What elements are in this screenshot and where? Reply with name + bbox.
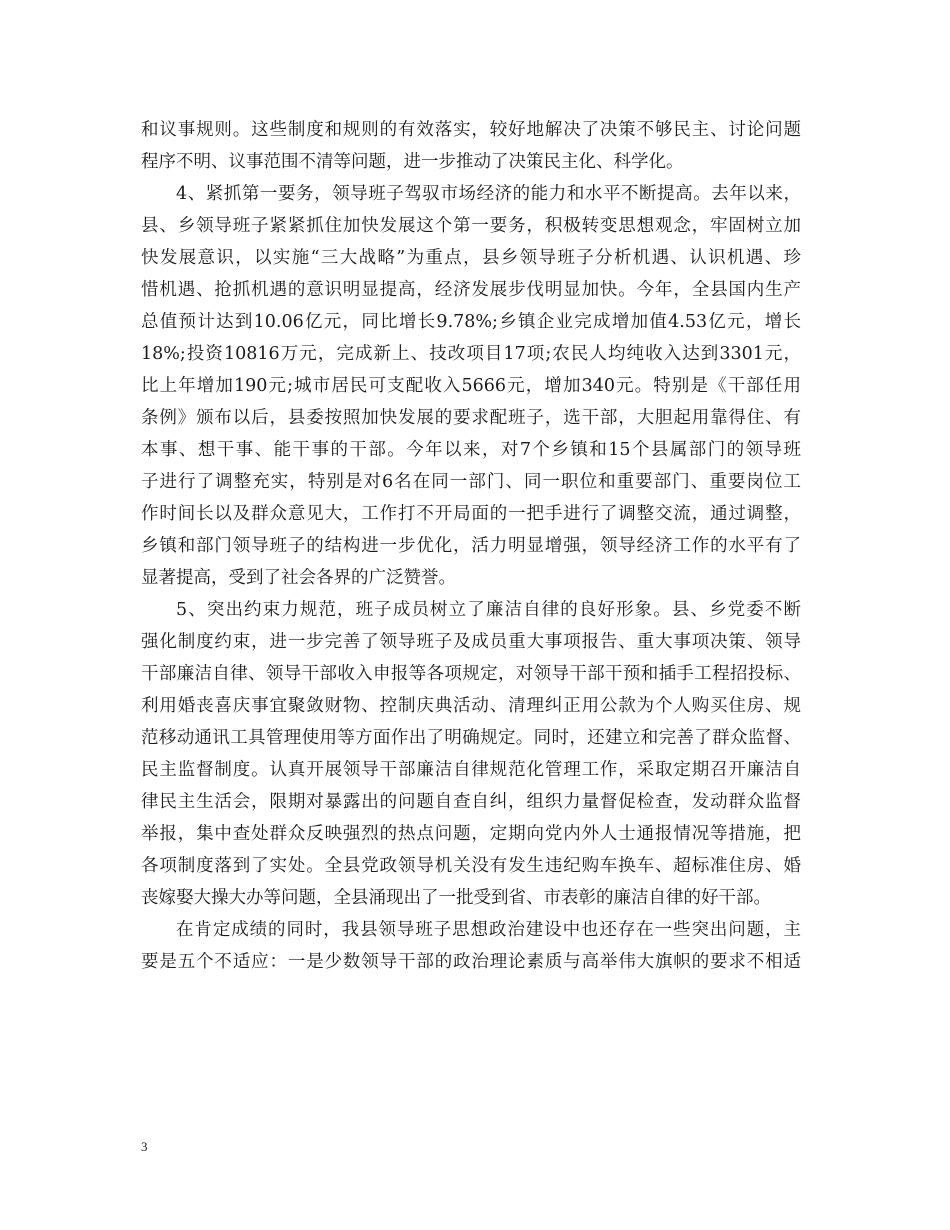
text-line: 乡镇和部门领导班子的结构进一步优化，活力明显增强，领导经济工作的水平有了	[141, 536, 801, 556]
text-line: 要是五个不适应：一是少数领导干部的政治理论素质与高举伟大旗帜的要求不相适	[141, 952, 801, 972]
text-line: 显著提高，受到了社会各界的广泛赞誉。	[141, 568, 456, 588]
text-line: 比上年增加190元;城市居民可支配收入5666元，增加340元。特别是《干部任用	[141, 376, 801, 396]
text-line: 强化制度约束，进一步完善了领导班子及成员重大事项报告、重大事项决策、领导	[141, 632, 801, 652]
text-line: 5、突出约束力规范，班子成员树立了廉洁自律的良好形象。县、乡党委不断	[176, 600, 801, 620]
text-line: 干部廉洁自律、领导干部收入申报等各项规定，对领导干部干预和插手工程招投标、	[141, 664, 801, 684]
text-line: 丧嫁娶大操大办等问题，全县涌现出了一批受到省、市表彰的廉洁自律的好干部。	[141, 888, 771, 908]
text-line: 子进行了调整充实，特别是对6名在同一部门、同一职位和重要部门、重要岗位工	[141, 472, 801, 492]
text-line: 在肯定成绩的同时，我县领导班子思想政治建设中也还存在一些突出问题，主	[176, 920, 801, 940]
body-text	[141, 114, 801, 978]
text-line: 条例》颁布以后，县委按照加快发展的要求配班子，选干部，大胆起用靠得住、有	[141, 408, 801, 428]
text-line: 利用婚丧喜庆事宜聚敛财物、控制庆典活动、清理纠正用公款为个人购买住房、规	[141, 696, 801, 716]
paragraph	[141, 114, 801, 178]
text-line: 惜机遇、抢抓机遇的意识明显提高，经济发展步伐明显加快。今年，全县国内生产	[141, 280, 801, 300]
text-line: 作时间长以及群众意见大，工作打不开局面的一把手进行了调整交流，通过调整，	[141, 504, 801, 524]
text-line: 快发展意识，以实施“三大战略”为重点，县乡领导班子分析机遇、认识机遇、珍	[141, 248, 801, 268]
paragraph	[141, 594, 801, 914]
paragraph	[141, 178, 801, 594]
text-line: 4、紧抓第一要务，领导班子驾驭市场经济的能力和水平不断提高。去年以来，	[176, 184, 801, 204]
text-line: 县、乡领导班子紧紧抓住加快发展这个第一要务，积极转变思想观念，牢固树立加	[141, 216, 801, 236]
text-line: 各项制度落到了实处。全县党政领导机关没有发生违纪购车换车、超标准住房、婚	[141, 856, 801, 876]
page-number: 3	[141, 1139, 148, 1154]
text-line: 和议事规则。这些制度和规则的有效落实，较好地解决了决策不够民主、讨论问题	[141, 120, 801, 140]
text-line: 总值预计达到10.06亿元，同比增长9.78%;乡镇企业完成增加值4.53亿元，增长	[141, 312, 801, 332]
text-line: 本事、想干事、能干事的干部。今年以来，对7个乡镇和15个县属部门的领导班	[141, 440, 801, 460]
text-line: 范移动通讯工具管理使用等方面作出了明确规定。同时，还建立和完善了群众监督、	[141, 728, 801, 748]
text-line: 民主监督制度。认真开展领导干部廉洁自律规范化管理工作，采取定期召开廉洁自	[141, 760, 801, 780]
text-line: 程序不明、议事范围不清等问题，进一步推动了决策民主化、科学化。	[141, 152, 684, 172]
paragraph	[141, 914, 801, 978]
text-line: 律民主生活会，限期对暴露出的问题自查自纠，组织力量督促检查，发动群众监督	[141, 792, 801, 812]
text-line: 举报，集中查处群众反映强烈的热点问题，定期向党内外人士通报情况等措施，把	[141, 824, 801, 844]
text-line: 18%;投资10816万元，完成新上、技改项目17项;农民人均纯收入达到3301元，	[141, 344, 801, 364]
